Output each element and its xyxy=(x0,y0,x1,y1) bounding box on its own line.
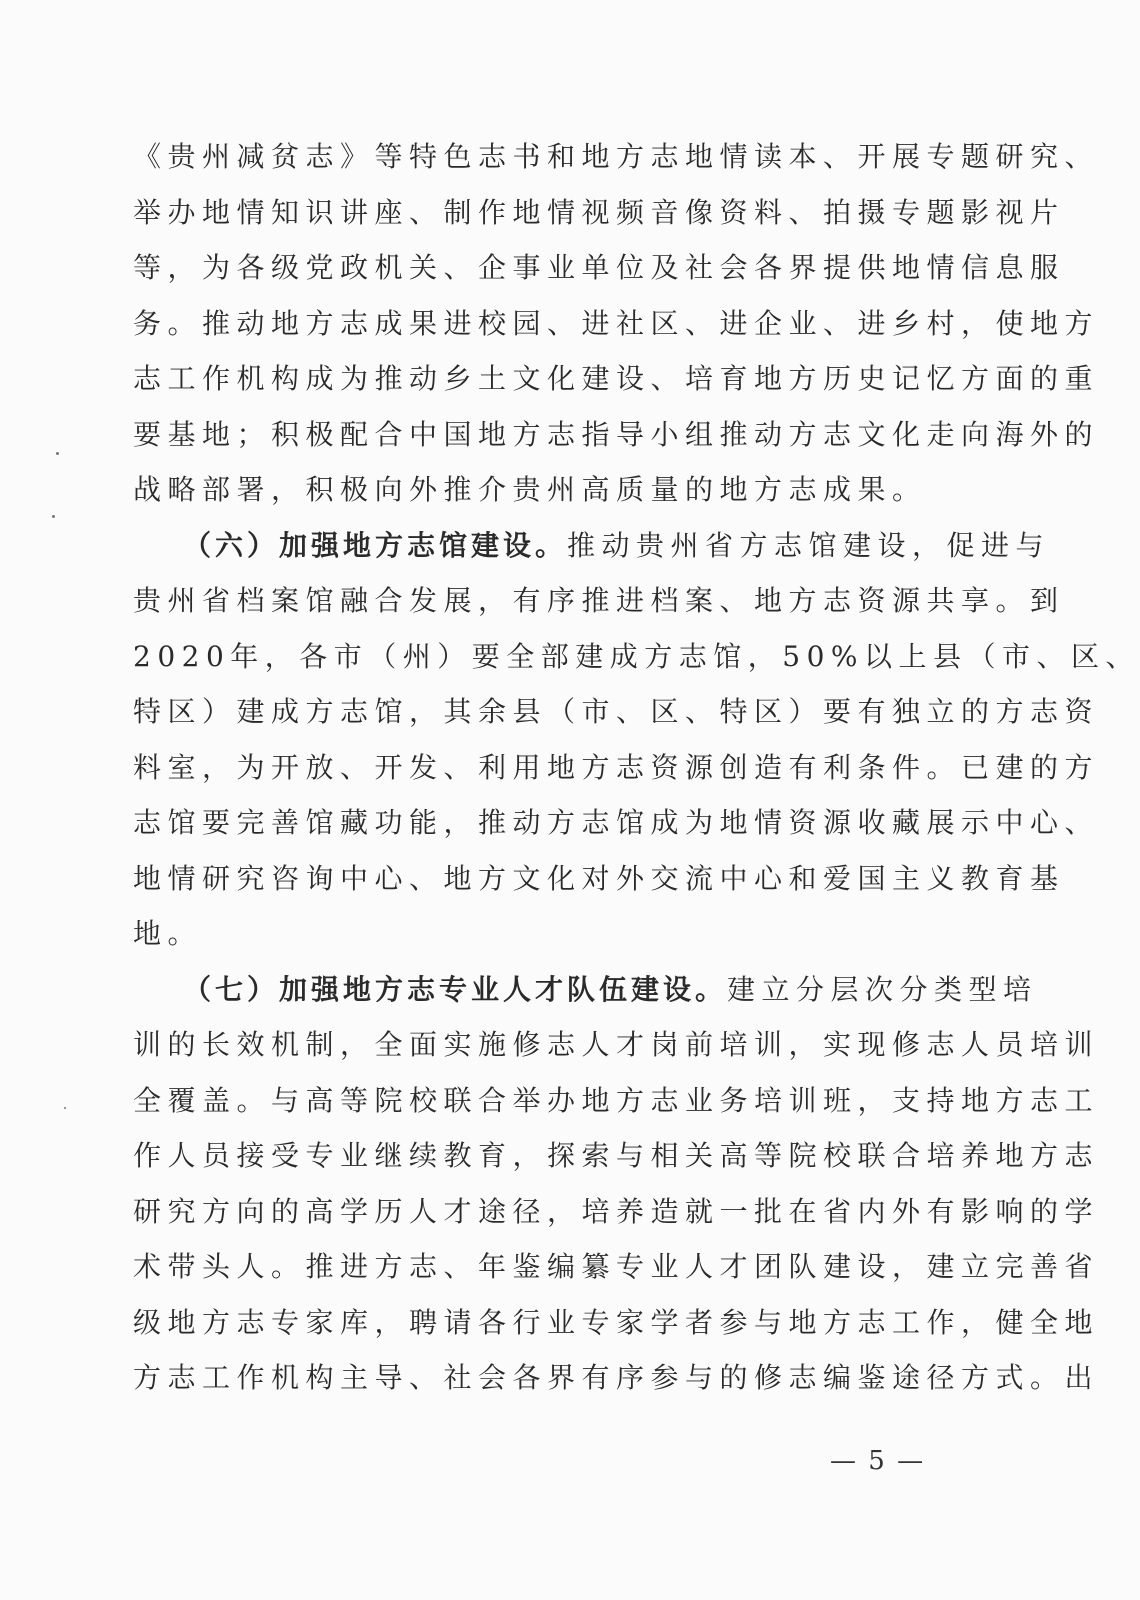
text-line: 要基地；积极配合中国地方志指导小组推动方志文化走向海外的 xyxy=(133,418,1100,451)
section-7-heading: （七）加强地方志专业人才队伍建设。 xyxy=(183,973,728,1006)
scan-speck xyxy=(56,452,59,455)
section-6-first-line-rest: 推动贵州省方志馆建设，促进与 xyxy=(567,529,1051,562)
text-line: 研究方向的高学历人才途径，培养造就一批在省内外有影响的学 xyxy=(133,1195,1100,1228)
section-6-heading: （六）加强地方志馆建设。 xyxy=(183,529,568,562)
section-7-first-line-rest: 建立分层次分类型培 xyxy=(727,973,1038,1006)
text-line: 志工作机构成为推动乡土文化建设、培育地方历史记忆方面的重 xyxy=(133,362,1100,395)
section-6-first-line xyxy=(183,526,1051,566)
scan-speck xyxy=(64,1107,66,1109)
scan-speck xyxy=(52,515,55,518)
text-line: 料室，为开放、开发、利用地方志资源创造有利条件。已建的方 xyxy=(133,751,1100,784)
text-line: 地。 xyxy=(133,917,203,950)
text-line: 等，为各级党政机关、企事业单位及社会各界提供地情信息服 xyxy=(133,251,1065,284)
text-line: 训的长效机制，全面实施修志人才岗前培训，实现修志人员培训 xyxy=(133,1028,1100,1061)
text-line: 战略部署，积极向外推介贵州高质量的地方志成果。 xyxy=(133,473,927,506)
text-line: 《贵州减贫志》等特色志书和地方志地情读本、开展专题研究、 xyxy=(133,140,1100,173)
text-line: 作人员接受专业继续教育，探索与相关高等院校联合培养地方志 xyxy=(133,1139,1100,1172)
text-line: 2020年，各市（州）要全部建成方志馆，50%以上县（市、区、 xyxy=(133,640,1140,673)
text-line: 贵州省档案馆融合发展，有序推进档案、地方志资源共享。到 xyxy=(133,584,1065,617)
text-line: 术带头人。推进方志、年鉴编纂专业人才团队建设，建立完善省 xyxy=(133,1250,1100,1283)
text-line: 地情研究咨询中心、地方文化对外交流中心和爱国主义教育基 xyxy=(133,862,1065,895)
text-line: 志馆要完善馆藏功能，推动方志馆成为地情资源收藏展示中心、 xyxy=(133,806,1100,839)
text-line: 特区）建成方志馆，其余县（市、区、特区）要有独立的方志资 xyxy=(133,695,1100,728)
text-line: 全覆盖。与高等院校联合举办地方志业务培训班，支持地方志工 xyxy=(133,1084,1100,1117)
text-line: 务。推动地方志成果进校园、进社区、进企业、进乡村，使地方 xyxy=(133,307,1100,340)
text-line: 方志工作机构主导、社会各界有序参与的修志编鉴途径方式。出 xyxy=(133,1361,1100,1394)
text-line: 级地方志专家库，聘请各行业专家学者参与地方志工作，健全地 xyxy=(133,1306,1100,1339)
section-7-first-line xyxy=(183,970,1038,1010)
text-line: 举办地情知识讲座、制作地情视频音像资料、拍摄专题影视片 xyxy=(133,196,1065,229)
page-number: — 5 — xyxy=(830,1446,926,1476)
